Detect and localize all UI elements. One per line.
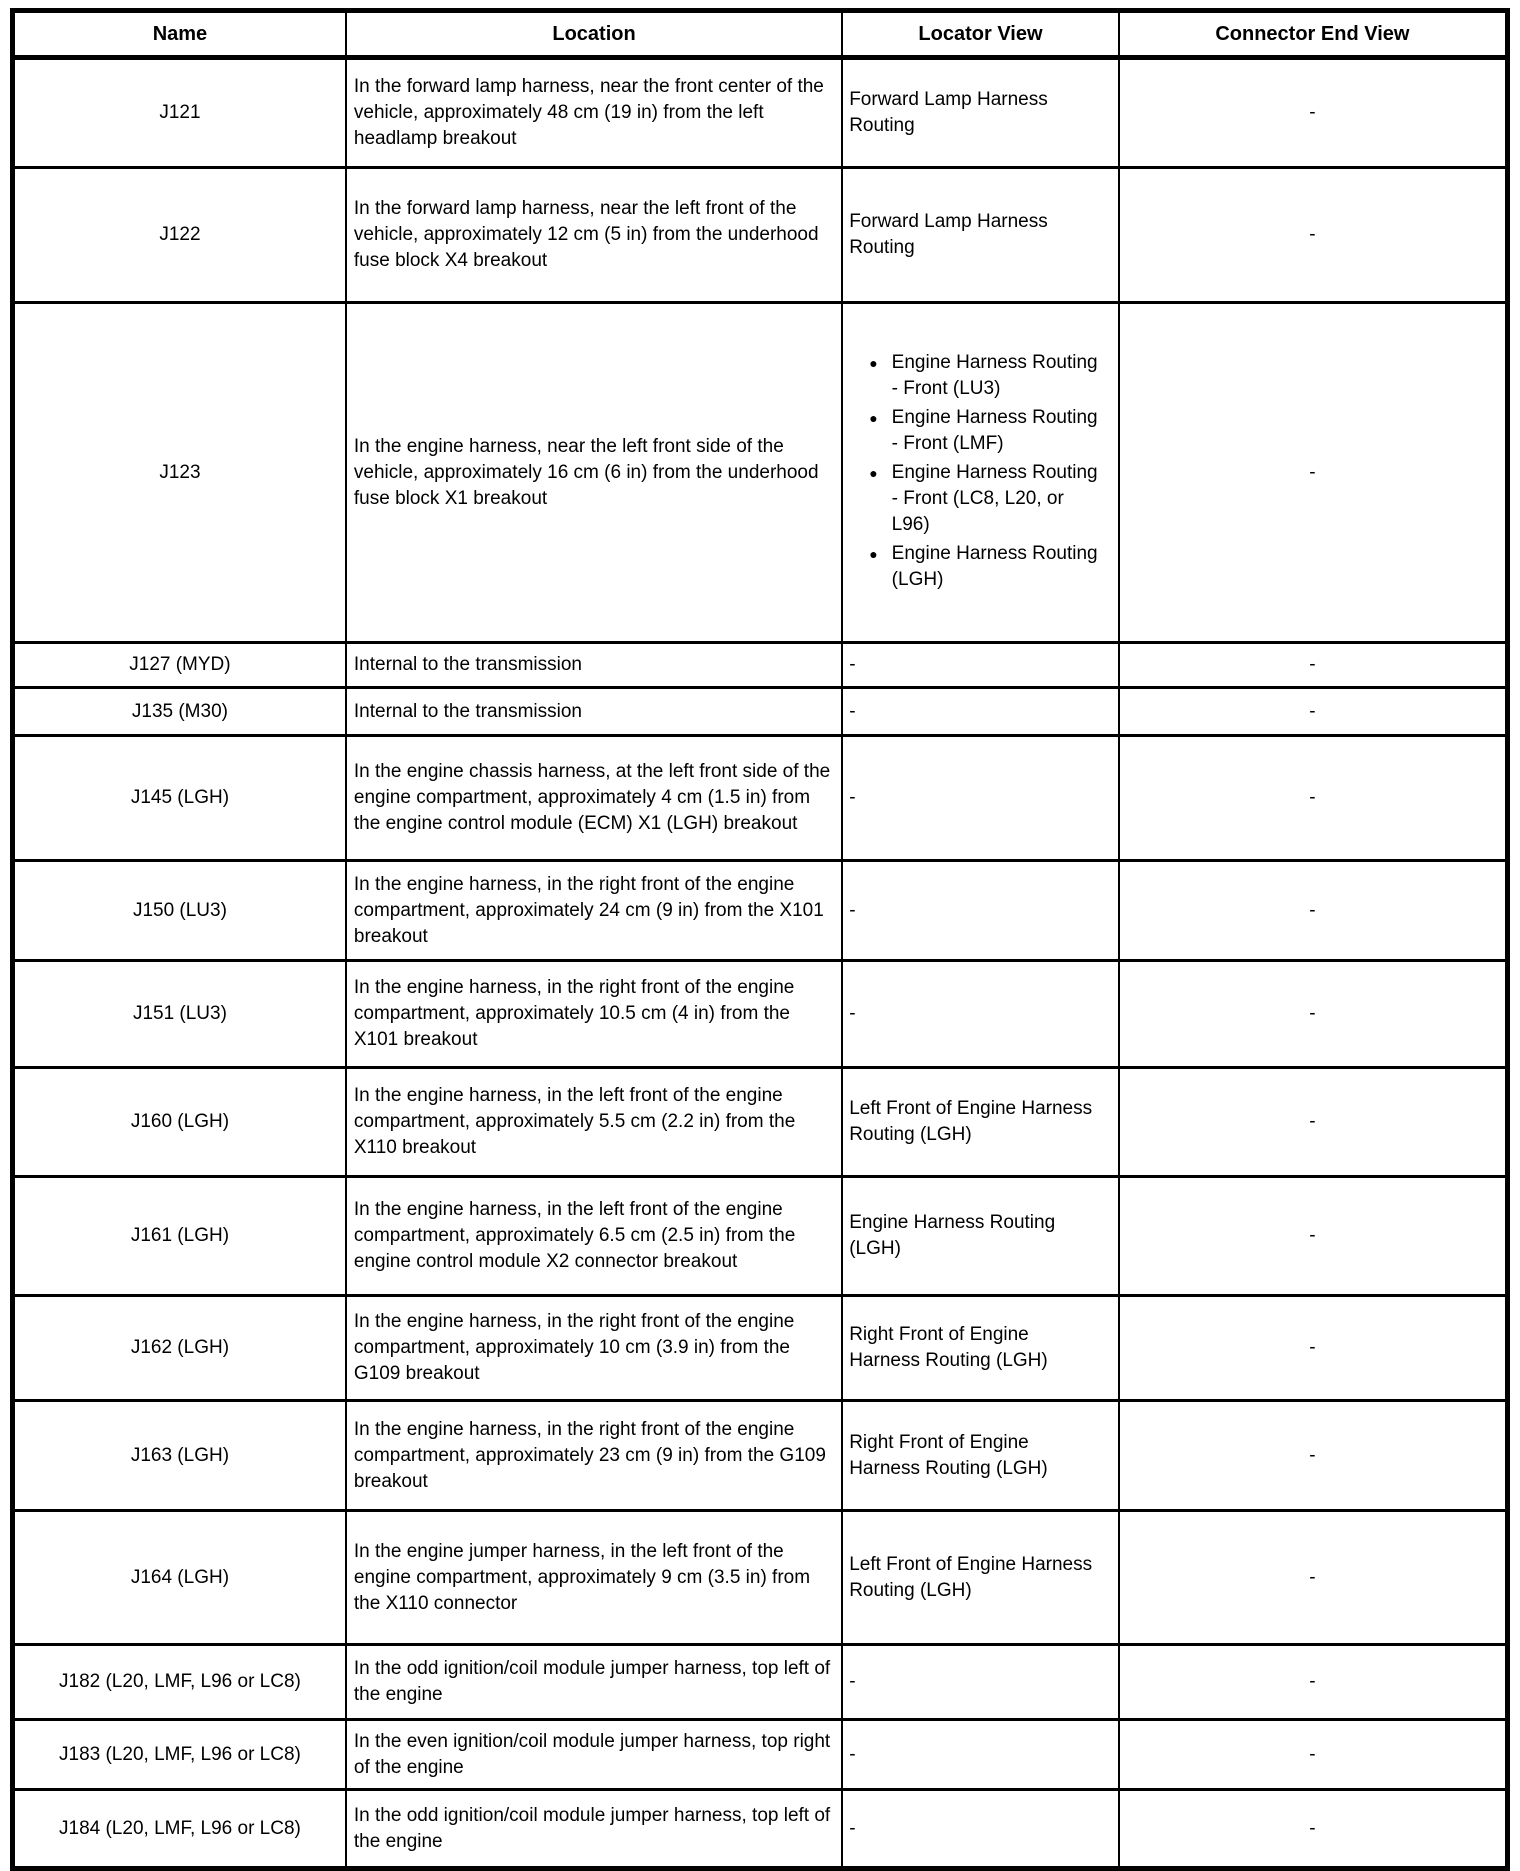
locator-view-cell: Forward Lamp Harness Routing <box>842 168 1119 303</box>
connector-end-view-cell: - <box>1119 1401 1508 1511</box>
location-cell: In the engine harness, in the left front of the engine compartment, approximately 5.5 cm (2.2 in) from the X110 breakout <box>346 1068 842 1177</box>
location-cell: In the even ignition/coil module jumper harness, top right of the engine <box>346 1720 842 1790</box>
location-cell: In the engine harness, in the right front of the engine compartment, approximately 10.5 cm (4 in) from the X101 breakout <box>346 961 842 1068</box>
name-cell: J145 (LGH) <box>13 736 346 861</box>
name-cell: J123 <box>13 303 346 643</box>
connector-end-view-cell: - <box>1119 168 1508 303</box>
name-cell: J121 <box>13 58 346 168</box>
connector-end-view-cell: - <box>1119 1068 1508 1177</box>
name-cell: J135 (M30) <box>13 688 346 736</box>
connector-end-view-cell: - <box>1119 58 1508 168</box>
table-row <box>13 688 1508 736</box>
locator-view-cell <box>842 303 1119 643</box>
location-cell: In the engine jumper harness, in the left front of the engine compartment, approximately 9 cm (3.5 in) from the X110 connector <box>346 1511 842 1645</box>
location-cell: Internal to the transmission <box>346 688 842 736</box>
locator-view-cell: Engine Harness Routing (LGH) <box>842 1177 1119 1296</box>
name-cell: J122 <box>13 168 346 303</box>
table-row <box>13 643 1508 688</box>
name-cell: J150 (LU3) <box>13 861 346 961</box>
locator-view-bullet-item: ● Engine Harness Routing (LGH) <box>869 541 1104 593</box>
connector-location-table <box>10 8 1510 1871</box>
name-cell: J127 (MYD) <box>13 643 346 688</box>
connector-end-view-cell: - <box>1119 1296 1508 1401</box>
locator-view-cell: - <box>842 961 1119 1068</box>
table-row <box>13 1068 1508 1177</box>
connector-end-view-cell: - <box>1119 643 1508 688</box>
name-cell: J161 (LGH) <box>13 1177 346 1296</box>
table-row <box>13 961 1508 1068</box>
location-cell: In the engine harness, in the right front of the engine compartment, approximately 24 cm (9 in) from the X101 breakout <box>346 861 842 961</box>
locator-view-cell: - <box>842 1720 1119 1790</box>
locator-view-cell: Forward Lamp Harness Routing <box>842 58 1119 168</box>
connector-end-view-cell: - <box>1119 961 1508 1068</box>
connector-end-view-cell: - <box>1119 1720 1508 1790</box>
table-body <box>13 58 1508 1869</box>
connector-end-view-cell: - <box>1119 303 1508 643</box>
location-cell: In the odd ignition/coil module jumper harness, top left of the engine <box>346 1790 842 1869</box>
location-cell: In the engine harness, in the right front of the engine compartment, approximately 23 cm (9 in) from the G109 breakout <box>346 1401 842 1511</box>
name-cell: J184 (L20, LMF, L96 or LC8) <box>13 1790 346 1869</box>
location-cell: In the engine harness, in the left front of the engine compartment, approximately 6.5 cm (2.5 in) from the engine control module X2 connector breakout <box>346 1177 842 1296</box>
name-cell: J163 (LGH) <box>13 1401 346 1511</box>
table-row <box>13 1720 1508 1790</box>
table-row <box>13 303 1508 643</box>
location-cell: In the engine harness, near the left front side of the vehicle, approximately 16 cm (6 in) from the underhood fuse block X1 breakout <box>346 303 842 643</box>
table-row <box>13 1177 1508 1296</box>
name-cell: J160 (LGH) <box>13 1068 346 1177</box>
name-cell: J162 (LGH) <box>13 1296 346 1401</box>
locator-view-cell: - <box>842 1645 1119 1720</box>
locator-view-cell: Left Front of Engine Harness Routing (LGH) <box>842 1068 1119 1177</box>
location-cell: In the engine chassis harness, at the left front side of the engine compartment, approximately 4 cm (1.5 in) from the engine control module (ECM) X1 (LGH) breakout <box>346 736 842 861</box>
connector-end-view-cell: - <box>1119 861 1508 961</box>
table-header <box>13 11 1508 58</box>
location-cell: In the odd ignition/coil module jumper harness, top left of the engine <box>346 1645 842 1720</box>
location-cell: In the engine harness, in the right front of the engine compartment, approximately 10 cm (3.9 in) from the G109 breakout <box>346 1296 842 1401</box>
table-row <box>13 1296 1508 1401</box>
connector-end-view-cell: - <box>1119 688 1508 736</box>
table-row <box>13 1645 1508 1720</box>
connector-end-view-cell: - <box>1119 1790 1508 1869</box>
name-cell: J164 (LGH) <box>13 1511 346 1645</box>
table-row <box>13 168 1508 303</box>
header-location: Location <box>346 11 842 58</box>
connector-end-view-cell: - <box>1119 736 1508 861</box>
location-cell: In the forward lamp harness, near the front center of the vehicle, approximately 48 cm (19 in) from the left headlamp breakout <box>346 58 842 168</box>
locator-view-bullet-list <box>849 346 1104 600</box>
locator-view-cell: Left Front of Engine Harness Routing (LGH) <box>842 1511 1119 1645</box>
table-row <box>13 736 1508 861</box>
locator-view-cell: - <box>842 1790 1119 1869</box>
name-cell: J151 (LU3) <box>13 961 346 1068</box>
connector-end-view-cell: - <box>1119 1511 1508 1645</box>
locator-view-cell: Right Front of Engine Harness Routing (LGH) <box>842 1296 1119 1401</box>
name-cell: J183 (L20, LMF, L96 or LC8) <box>13 1720 346 1790</box>
header-connector-end-view: Connector End View <box>1119 11 1508 58</box>
table-row <box>13 1401 1508 1511</box>
locator-view-cell: - <box>842 736 1119 861</box>
header-locator-view: Locator View <box>842 11 1119 58</box>
locator-view-cell: - <box>842 688 1119 736</box>
locator-view-cell: Right Front of Engine Harness Routing (LGH) <box>842 1401 1119 1511</box>
locator-view-bullet-item: ● Engine Harness Routing - Front (LC8, L20, or L96) <box>869 460 1104 538</box>
connector-end-view-cell: - <box>1119 1645 1508 1720</box>
locator-view-cell: - <box>842 643 1119 688</box>
location-cell: Internal to the transmission <box>346 643 842 688</box>
table-row <box>13 1790 1508 1869</box>
locator-view-cell: - <box>842 861 1119 961</box>
connector-end-view-cell: - <box>1119 1177 1508 1296</box>
header-name: Name <box>13 11 346 58</box>
table-row <box>13 1511 1508 1645</box>
document-page <box>10 8 1510 1871</box>
name-cell: J182 (L20, LMF, L96 or LC8) <box>13 1645 346 1720</box>
location-cell: In the forward lamp harness, near the left front of the vehicle, approximately 12 cm (5 in) from the underhood fuse block X4 breakout <box>346 168 842 303</box>
table-row <box>13 861 1508 961</box>
locator-view-bullet-item: ● Engine Harness Routing - Front (LU3) <box>869 350 1104 402</box>
header-row <box>13 11 1508 58</box>
locator-view-bullet-item: ● Engine Harness Routing - Front (LMF) <box>869 405 1104 457</box>
table-row <box>13 58 1508 168</box>
